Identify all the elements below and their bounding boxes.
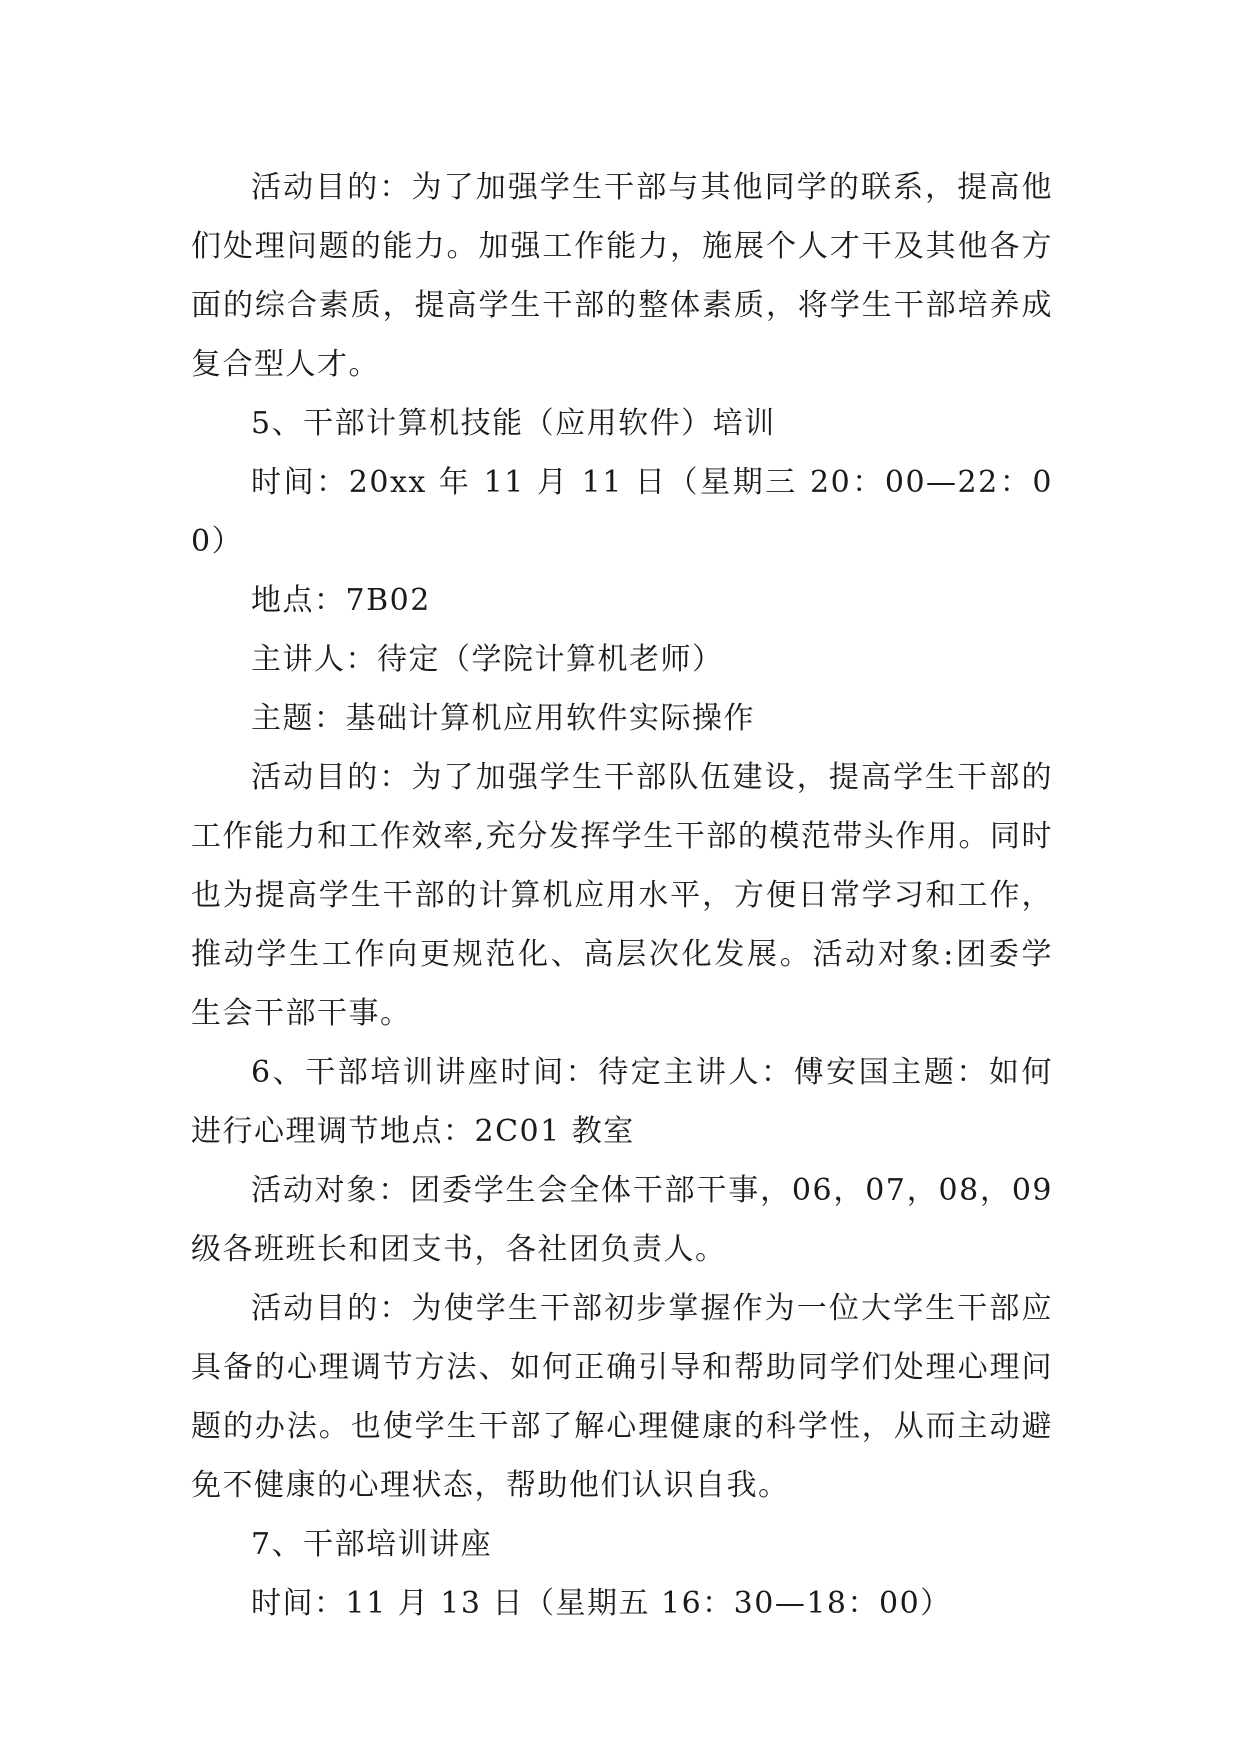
paragraph-speaker-5: 主讲人：待定（学院计算机老师） — [251, 642, 724, 677]
paragraph-activity-purpose-5: 活动目的：为了加强学生干部队伍建设，提高学生干部的工作能力和工作效率,充分发挥学生干部的模范带头作用。同时也为提高学生干部的计算机应用水平，方便日常学习和工作，推动学生工作向更规范化、高层次化发展。活动对象:团委学生会干部干事。 — [191, 760, 1053, 1031]
heading-item-6: 6、干部培训讲座时间：待定主讲人：傅安国主题：如何进行心理调节地点：2C01 教室 — [191, 1055, 1053, 1149]
document-body — [191, 158, 1053, 1633]
paragraph-activity-purpose-1: 活动目的：为了加强学生干部与其他同学的联系，提高他们处理问题的能力。加强工作能力，施展个人才干及其他各方面的综合素质，提高学生干部的整体素质，将学生干部培养成复合型人才。 — [191, 170, 1053, 382]
paragraph-activity-purpose-6: 活动目的：为使学生干部初步掌握作为一位大学生干部应具备的心理调节方法、如何正确引导和帮助同学们处理心理问题的办法。也使学生干部了解心理健康的科学性，从而主动避免不健康的心理状态，帮助他们认识自我。 — [191, 1291, 1053, 1503]
paragraph-location-5: 地点：7B02 — [251, 583, 431, 618]
paragraph-time-7: 时间：11 月 13 日（星期五 16：30—18：00） — [251, 1586, 952, 1621]
paragraph-time-5: 时间：20xx 年 11 月 11 日（星期三 20：00—22：00） — [191, 465, 1053, 559]
paragraph-audience-6: 活动对象：团委学生会全体干部干事，06，07，08，09级各班班长和团支书，各社团负责人。 — [191, 1173, 1053, 1267]
paragraph-topic-5: 主题：基础计算机应用软件实际操作 — [251, 701, 755, 736]
heading-item-7: 7、干部培训讲座 — [251, 1527, 493, 1562]
heading-item-5: 5、干部计算机技能（应用软件）培训 — [251, 406, 776, 441]
